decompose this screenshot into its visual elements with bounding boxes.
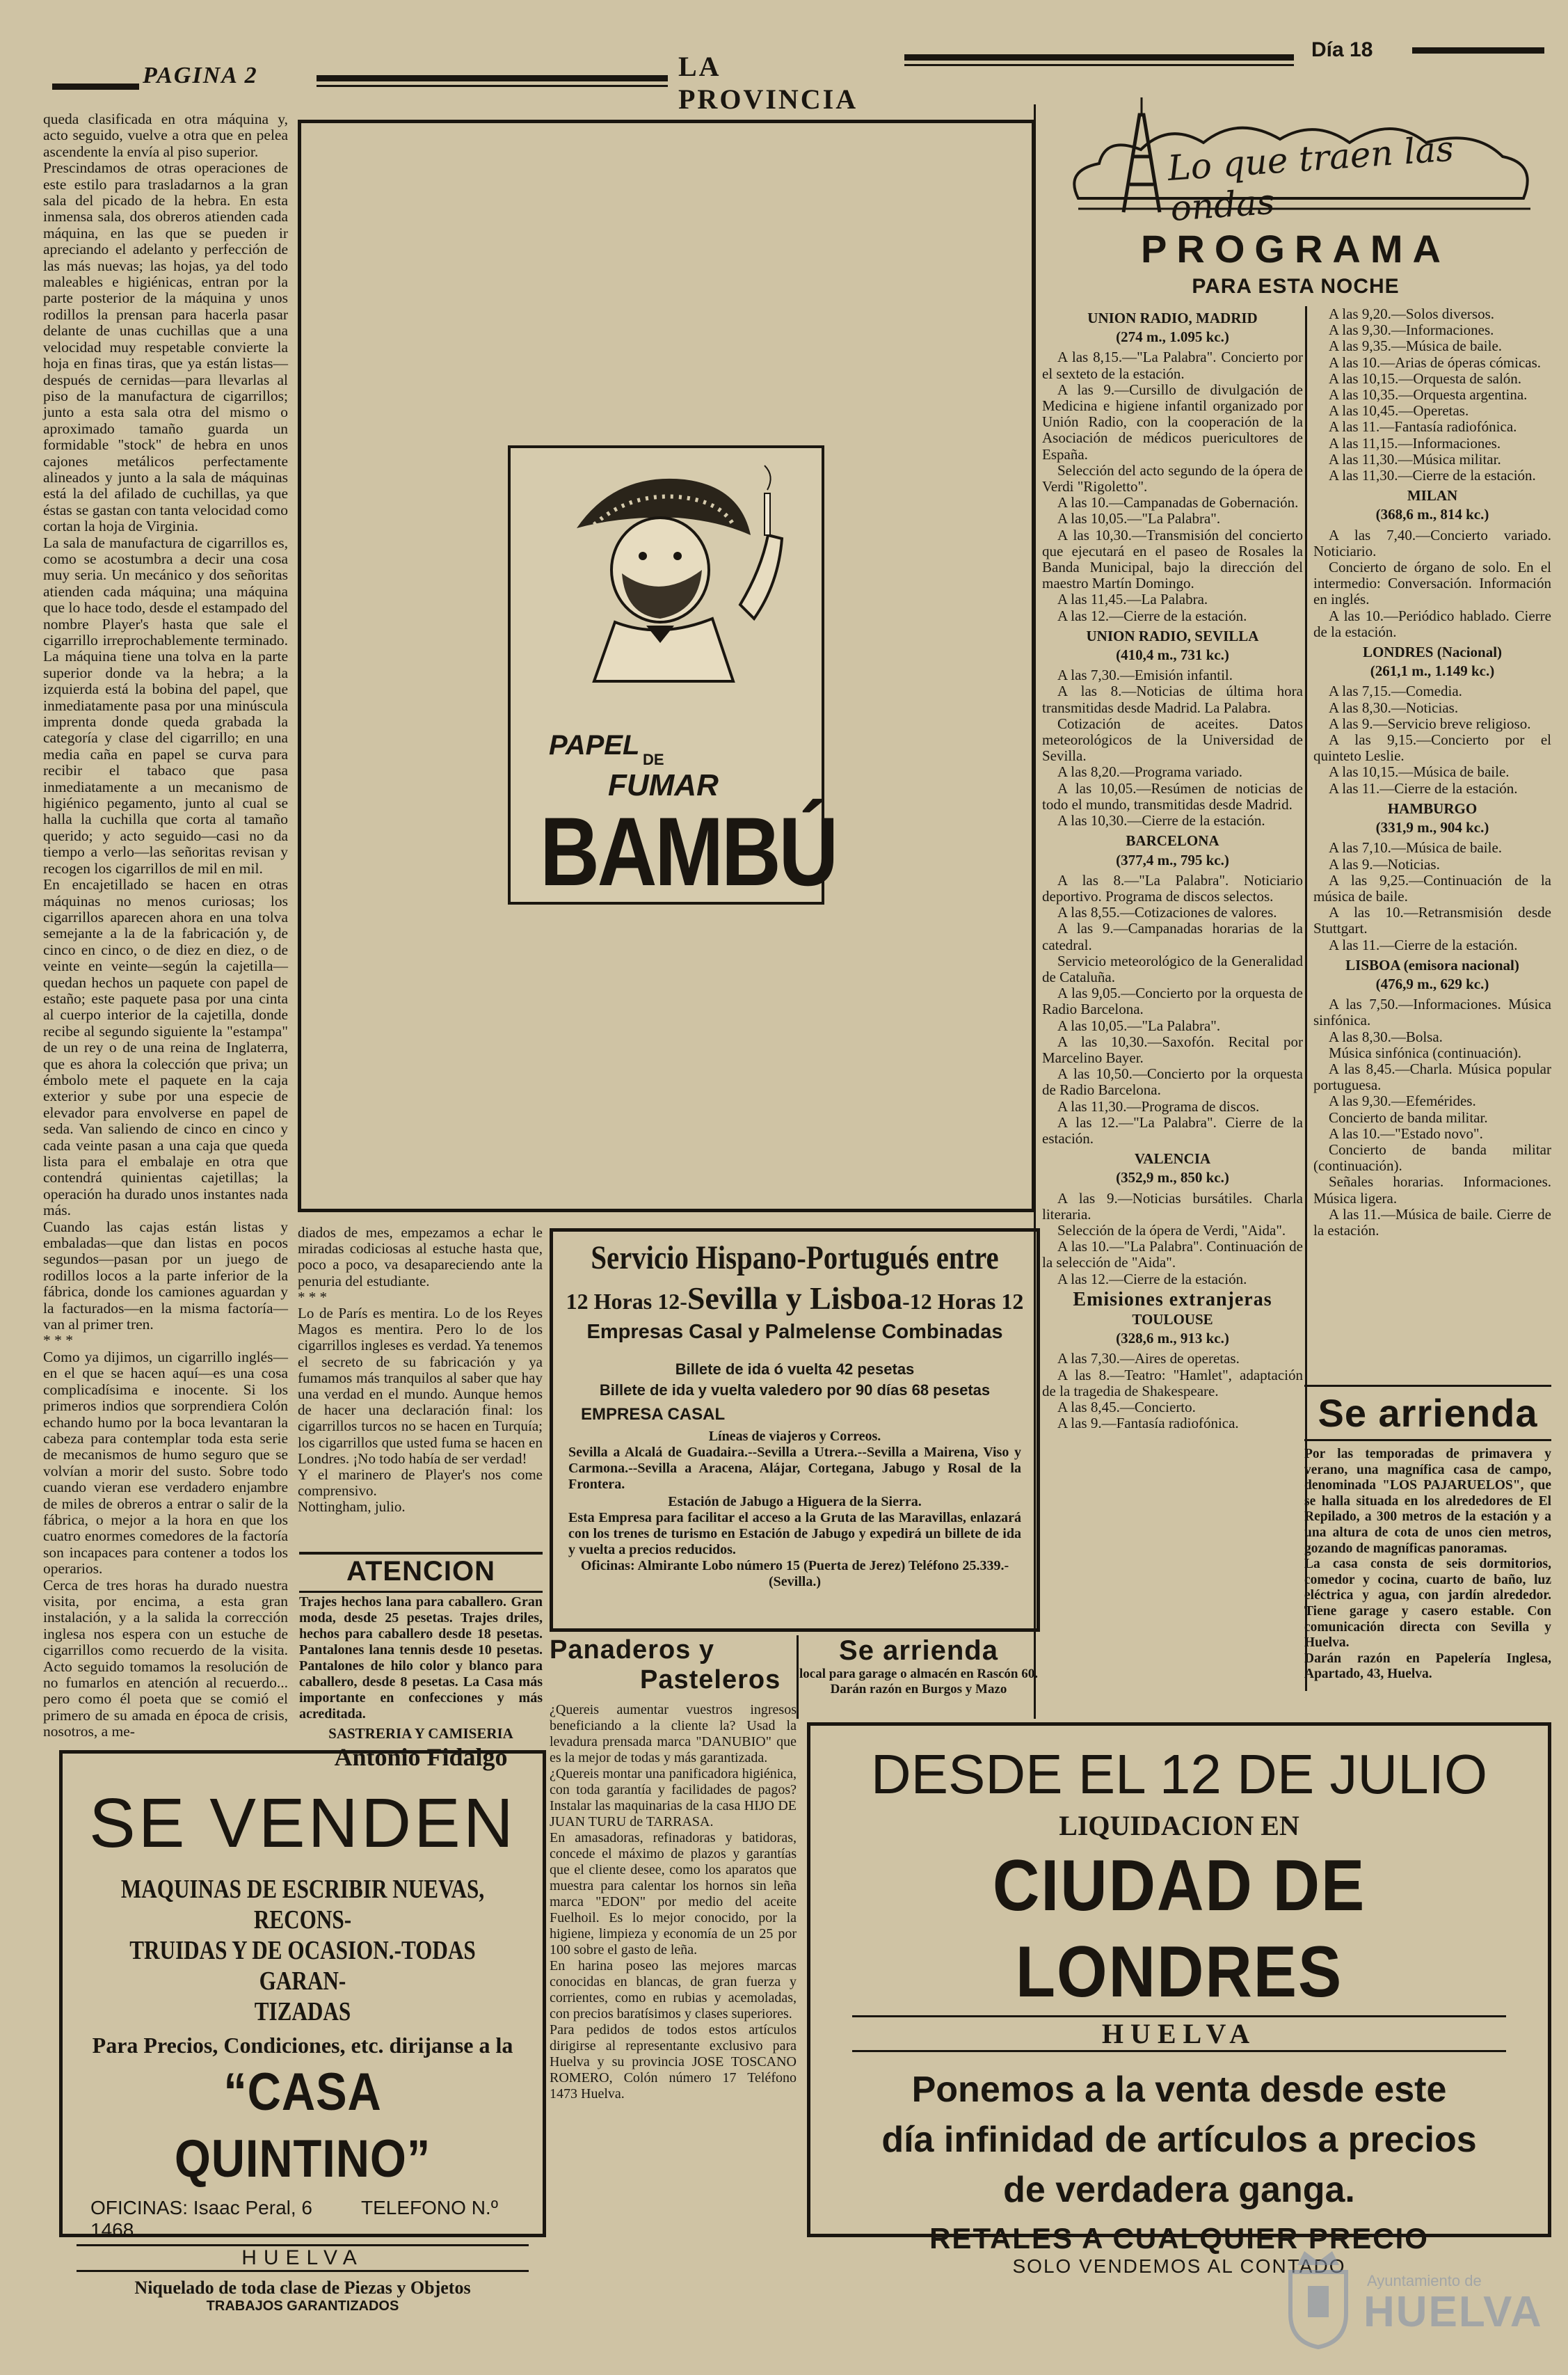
program-item: A las 8,55.—Cotizaciones de valores. <box>1057 904 1277 921</box>
program-item: A las 9,25.—Continuación de la música de baile. <box>1313 871 1551 905</box>
program-item: A las 10,05.—Resúmen de noticias de todo el mundo, transmitidas desde Madrid. <box>1042 779 1303 813</box>
program-item: A las 7,50.—Informaciones. Música sinfónica. <box>1313 996 1551 1029</box>
program-item: A las 12.—Cierre de la estación. <box>1057 1270 1247 1287</box>
program-item: A las 10,15.—Música de baile. <box>1329 763 1510 781</box>
issue-day: Día 18 <box>1311 38 1373 61</box>
bambu-line-fumar: FUMAR <box>608 768 719 802</box>
se-venden-line-4: Para Precios, Condiciones, etc. dirijanse a la <box>92 2033 513 2058</box>
program-item: A las 11,30.—Programa de discos. <box>1057 1097 1260 1115</box>
arrienda-local-title: Se arrienda <box>839 1635 998 1666</box>
londres-body-1: Ponemos a la venta desde este <box>911 2070 1447 2110</box>
panaderos-body: ¿Quereis aumentar vuestros ingresos beneficiando a la cliente la? Usad la levadura prensada marca "DANUBIO" que es la mejor de todas y más garantizada. ¿Quereis montar una panificadora higiénica, con toda garantía y facilidades de pagos? Instalar las maquinarias de la casa HIJO DE JUAN TURU de TARRASA. En amasadoras, refinadoras y batidoras, concede el máximo de plazos y garantías que el cliente desee, como los aparatos que muestra para calentar los hornos sin leña marca "EDON" por medio del aceite Fuelhoil. Es lo mejor conocido, por la higiene, limpieza y economía de un 25 por 100 sobre el gasto de leña. En harina poseo las mejores marcas conocidas en blancas, de gran fuerza y corrientes, como en rubias y acemoladas, con precios baratísimos y clases superiores. Para pedidos de todos estos artículos dirigirse al representante exclusivo para Huelva y su provincia JOSE TOSCANO ROMERO, Colón número 17 Teléfono 1473 Huelva. <box>550 1702 797 2102</box>
arrienda-casa-rule <box>1304 1439 1551 1441</box>
servicio-route-right: -12 Horas 12 <box>902 1289 1024 1314</box>
program-item: A las 11,45.—La Palabra. <box>1057 591 1208 608</box>
ayuntamiento-watermark <box>1273 2237 1551 2362</box>
servicio-lines: Sevilla a Alcalá de Guadaira.--Sevilla a Utrera.--Sevilla a Mairena, Viso y Carmona.--Sevilla a Aracena, Alájar, Cortegana, Jabugo y Rosal de la Frontera. <box>568 1445 1021 1492</box>
panaderos-advertisement <box>550 1635 797 2262</box>
londres-retales: RETALES A CUALQUIER PRECIO <box>929 2222 1429 2255</box>
servicio-hispano-portugues-ad <box>550 1228 1040 1632</box>
header-rule-mid-right <box>904 54 1294 61</box>
radio-subtitle: PARA ESTA NOCHE <box>1192 275 1400 298</box>
program-item: Música sinfónica (continuación). <box>1329 1044 1521 1061</box>
station-heading: LONDRES (Nacional) <box>1362 644 1503 661</box>
station-frequency: (352,9 m., 850 kc.) <box>1116 1169 1229 1186</box>
program-item: A las 9,05.—Concierto por la orquesta de Radio Barcelona. <box>1042 985 1303 1018</box>
program-item: A las 11,30.—Cierre de la estación. <box>1329 467 1536 484</box>
servicio-route <box>553 1280 1037 1317</box>
program-item: A las 9,20.—Solos diversos. <box>1329 305 1495 322</box>
program-item: A las 7,15.—Comedia. <box>1329 683 1462 700</box>
program-item: A las 10.—"La Palabra". Continuación de la selección de "Aida". <box>1042 1238 1303 1271</box>
program-item: A las 8,45.—Charla. Música popular portuguesa. <box>1313 1060 1551 1094</box>
program-item: A las 10,30.—Saxofón. Recital por Marcelino Bayer. <box>1042 1033 1303 1066</box>
program-item: A las 9.—Servicio breve religioso. <box>1329 715 1531 732</box>
section-heading: Emisiones extranjeras <box>1073 1288 1272 1310</box>
program-item: A las 8,20.—Programa variado. <box>1057 763 1242 781</box>
program-item: A las 7,40.—Concierto variado. Noticiario. <box>1313 526 1551 559</box>
radio-banner-script: Lo que traen las ondas <box>1166 128 1455 229</box>
watermark-line-2: HUELVA <box>1363 2288 1543 2336</box>
program-item: A las 9.—Campanadas horarias de la catedral. <box>1042 920 1303 953</box>
program-item: A las 9.—Cursillo de divulgación de Medicina e higiene infantil organizado por Unión Radio, con la cooperación de la Asociación de médicos puericultores de España. <box>1042 381 1303 463</box>
servicio-route-cities: Sevilla y Lisboa <box>687 1280 903 1316</box>
station-frequency: (368,6 m., 814 kc.) <box>1375 506 1489 523</box>
header-rule-mid-left-2 <box>317 85 668 87</box>
se-venden-phone: TELEFONO N.º 1468 <box>90 2197 498 2241</box>
program-item: A las 11,15.—Informaciones. <box>1329 434 1501 452</box>
program-item: A las 10,05.—"La Palabra". <box>1057 510 1221 527</box>
newspaper-masthead: LA PROVINCIA <box>678 51 858 115</box>
se-venden-shop: “CASA QUINTINO” <box>174 2063 431 2189</box>
atencion-rule <box>299 1591 543 1593</box>
program-item: A las 8.—Noticias de última hora transmitidas desde Madrid. La Palabra. <box>1042 683 1303 716</box>
station-heading: VALENCIA <box>1134 1150 1211 1168</box>
station-frequency: (476,9 m., 629 kc.) <box>1375 975 1489 992</box>
program-item: A las 12.—Cierre de la estación. <box>1057 607 1247 624</box>
station-frequency: (261,1 m., 1.149 kc.) <box>1370 662 1495 680</box>
londres-body-3: de verdadera ganga. <box>1003 2170 1355 2210</box>
program-item: Selección de la ópera de Verdi, "Aida". <box>1057 1221 1286 1239</box>
program-item: A las 8.—Teatro: "Hamlet", adaptación de la tragedia de Shakespeare. <box>1042 1366 1303 1399</box>
header-rule-left <box>52 84 139 90</box>
bambu-ad-panel <box>508 445 836 906</box>
program-item: A las 8,45.—Concierto. <box>1057 1399 1196 1415</box>
se-venden-office: OFICINAS: Isaac Peral, 6 <box>90 2197 312 2218</box>
program-item: A las 10.—Periódico hablado. Cierre de la estación. <box>1313 607 1551 640</box>
bambu-brand: BAMBÚ <box>540 797 836 906</box>
smoking-man-illustration <box>511 452 822 681</box>
arrienda-casa-ad <box>1304 1385 1551 1719</box>
station-heading: UNION RADIO, MADRID <box>1087 310 1258 326</box>
servicio-station: Estación de Jabugo a Higuera de la Sierra. <box>668 1494 922 1509</box>
page-number: PAGINA 2 <box>143 63 258 88</box>
servicio-route-left: 12 Horas 12- <box>566 1289 687 1314</box>
program-item: A las 10.—"Estado novo". <box>1329 1125 1483 1142</box>
program-item: A las 10.—Campanadas de Gobernación. <box>1057 494 1299 511</box>
program-item: A las 9.—Fantasía radiofónica. <box>1057 1415 1239 1432</box>
se-venden-footer-1: Niquelado de toda clase de Piezas y Objetos <box>134 2278 471 2298</box>
servicio-title: Servicio Hispano-Portugués entre <box>591 1239 999 1276</box>
program-item: A las 11.—Fantasía radiofónica. <box>1329 418 1517 436</box>
arrienda-casa-top-rule <box>1304 1385 1551 1387</box>
bambu-line-de: DE <box>643 751 664 768</box>
program-item: A las 10,45.—Operetas. <box>1329 402 1469 420</box>
bambu-line-papel: PAPEL <box>549 730 640 761</box>
panaderos-title-2: Pasteleros <box>640 1665 781 1694</box>
londres-contado: SOLO VENDEMOS AL CONTADO <box>1012 2255 1346 2277</box>
coat-of-arms-icon <box>1280 2244 1357 2349</box>
program-item: A las 7,10.—Música de baile. <box>1329 839 1503 857</box>
program-item: A las 9.—Noticias bursátiles. Charla literaria. <box>1042 1189 1303 1223</box>
londres-city: HUELVA <box>852 2015 1506 2052</box>
station-heading: LISBOA (emisora nacional) <box>1345 956 1519 974</box>
station-frequency: (331,9 m., 904 kc.) <box>1375 819 1489 836</box>
servicio-ticket-2: Billete de ida y vuelta valedero por 90 días 68 pesetas <box>599 1381 991 1399</box>
station-frequency: (328,6 m., 913 kc.) <box>1116 1330 1229 1347</box>
program-item: A las 11.—Cierre de la estación. <box>1329 936 1518 953</box>
se-venden-footer-2: TRABAJOS GARANTIZADOS <box>206 2298 399 2314</box>
station-heading: MILAN <box>1407 487 1458 505</box>
program-item: A las 10.—Retransmisión desde Stuttgart. <box>1313 904 1551 937</box>
station-frequency: (377,4 m., 795 kc.) <box>1116 851 1229 868</box>
program-item: Servicio meteorológico de la Generalidad de Cataluña. <box>1042 952 1303 985</box>
program-item: A las 9,30.—Efemérides. <box>1329 1093 1476 1110</box>
program-item: A las 11,30.—Música militar. <box>1329 450 1501 468</box>
program-item: A las 9,30.—Informaciones. <box>1329 321 1494 339</box>
program-item: A las 9.—Noticias. <box>1329 855 1440 873</box>
program-item: A las 9,35.—Música de baile. <box>1329 337 1503 355</box>
program-item: Concierto de banda militar (continuación). <box>1313 1141 1551 1175</box>
program-item: A las 9,15.—Concierto por el quinteto Leslie. <box>1313 731 1551 765</box>
radio-banner <box>1057 87 1544 229</box>
servicio-body: Esta Empresa para facilitar el acceso a la Gruta de las Maravillas, enlazará con los trenes de turismo en Estación de Jabugo y expedirá un billete de ida y vuelta a precios reducidos. <box>568 1510 1021 1557</box>
servicio-ticket-1: Billete de ida ó vuelta 42 pesetas <box>675 1360 915 1378</box>
program-item: Concierto de banda militar. <box>1329 1109 1488 1126</box>
station-heading: HAMBURGO <box>1387 800 1478 817</box>
atencion-title: ATENCION <box>346 1556 495 1587</box>
article-continuation: diados de mes, empezamos a echar le miradas codiciosas al estuche hasta que, poco a poco, va desapareciendo ante la penuria del estudiante. * * * Lo de París es mentira. Lo de los Reyes Magos es mentira. Pero lo de los cigarrillos ingleses es verdad. Ya tenemos el secreto de su fabricación y ya fumamos más tranquilos al saber que hay una verdad en el mundo. Aunque hemos de hacer una declaración final: los cigarrillos turcos no se hacen en Turquía; los cigarrillos que usted fuma se hacen en Londres. ¡No todo había de ser verdad! Y el marinero de Player's nos come comprensivo. Nottingham, julio. <box>298 1224 543 1516</box>
se-venden-city: HUELVA <box>77 2244 529 2272</box>
servicio-lines-head: Líneas de viajeros y Correos. <box>708 1429 881 1444</box>
header-rule-mid-left <box>317 75 668 81</box>
station-heading: UNION RADIO, SEVILLA <box>1086 627 1259 644</box>
londres-store: CIUDAD DE LONDRES <box>992 1845 1366 2012</box>
arrienda-local-ad <box>799 1635 1039 1719</box>
program-item: A las 10,05.—"La Palabra". <box>1057 1017 1221 1034</box>
program-item: A las 10,30.—Cierre de la estación. <box>1057 812 1265 829</box>
servicio-empresa: EMPRESA CASAL <box>581 1405 726 1424</box>
se-venden-advertisement <box>59 1750 546 2314</box>
program-item: A las 7,30.—Emisión infantil. <box>1057 667 1233 684</box>
se-venden-title: SE VENDEN <box>89 1784 516 1862</box>
program-item: Concierto de órgano de solo. En el intermedio: Conversación. Información en inglés. <box>1313 559 1551 608</box>
se-venden-line-2: TRUIDAS Y DE OCASION.-TODAS GARAN- <box>129 1936 476 1996</box>
article-cigarette-factory: queda clasificada en otra máquina y, acto seguido, vuelve a otra que en pelea ascendente la envía al piso superior. Prescindamos de otras operaciones de este estilo para trasladarnos a la gran sala del picado de la hebra. En esta inmensa sala, dos obreros atienden cada máquina, en las que se pueden ir apreciando el adelanto y perfección de las más nuevas; las hojas, ya del todo maleables e higiénicas, entran por la parte posterior de la máquina y unos rodillos la prensan para hacerla pasar delante de unas cuchillas que a una velocidad muy respetable convierte la hoja en finas tiras, que ya están listas—después de cernidas—para llevarlas al piso de la manufactura de cigarrillos; junto a esta sala otra del mismo o aproximado tamaño guarda un formidable "stock" de hebra en unos cajones metálicos perfectamente alineados y junto a la sala de máquinas está la del afilado de cuchillas, ya que éstas se gastan con tanta velocidad como cortan la hoja de Virginia. La sala de manufactura de cigarrillos es, como se acostumbra a decir una cosa muy seria. Un mecánico y dos señoritas atienden cada máquina; una máquina que lo hace todo, desde el estampado del nombre Player's hasta que sale el cigarrillo irreprochablemente terminado. La máquina tiene una tolva en la parte superior donde va la hebra; a la izquierda está la bobina del papel, que inmediatamente pasa por una minúscula imprenta donde queda grabada la categoría y clase del cigarrillo; en una media caña en papel se curva para recibir el tabaco que pasa inmediatamente a un mecanismo de higiénico pegamento, junto al cual se halla la cuchilla que corta al tamaño querido; y acto seguido—casi no da tiempo a verlo—las señoritas revisan y recogen los cigarrillos de mil en mil. En encajetillado se hacen en otras máquinas no menos curiosas; los cigarrillos aparecen ahora en una tolva semejante a la de la fabricación y, de cinco en cinco, o de diez en diez, o de veinte en veinte—según la cajetilla—quedan hechos un paquete con papel de estaño; este paquete pasa por una cinta al cuerpo interior de la cajetilla, donde recibe al segundo siguiente la "estampa" de un rey o de una reina de Inglaterra, que es ahora la colección que priva; un émbolo mete el paquete en la caja exterior y sube por una especie de elevador para envolverse en papel de seda. Van saliendo de cinco en cinco y cada veinte pasan a una caja que queda lista para el embalaje en otra que contendrá quinientas cajetillas; la operación ha durado unos instantes nada más. Cuando las cajas están listas y embaladas—que dan listas en pocos segundos—pasan por un juego de rodillos locos a la parte inferior de la fábrica, donde los camiones aguardan y la facturados—en la misma factoría—van al primer tren. * * * Como ya dijimos, un cigarrillo inglés—en el que se hacen aquí—es una cosa complicadísima e inocente. Si los primeros indios que sorprendiera Colón echando humo por la boca levantaran la cabeza para contemplar toda esta serie de mecanismos de humo seguro que se volvían a morir del susto. Sobre todo cuando vieran ese verdadero enjambre de miles de obreros a entrar o salir de la fábrica, o mejor a la hora en que los cuatro enormes comedores de la factoría son incapaces para contener a todos los operarios. Cerca de tres horas ha durado nuestra visita, por encima, a esta gran instalación, y a la salida la corrección inglesa nos espera con un estuche de cigarrillos como recuerdo de la visita. Acto seguido tomamos la resolución de no fumarlos en atención al recuerdo... pero como él poeta que se comió el primero de su amada en época de crisis, nosotros, a me- <box>43 111 288 1740</box>
se-venden-line-1: MAQUINAS DE ESCRIBIR NUEVAS, RECONS- <box>120 1875 485 1935</box>
program-item: A las 7,30.—Aires de operetas. <box>1057 1350 1240 1367</box>
program-item: A las 8,30.—Bolsa. <box>1329 1028 1443 1045</box>
program-item: A las 10,30.—Transmisión del concierto que ejecutará en el paseo de Rosales la Banda Municipal, bajo la dirección del maestro Martín Domingo. <box>1042 526 1303 592</box>
londres-date: DESDE EL 12 DE JULIO <box>870 1743 1488 1805</box>
station-frequency: (274 m., 1.095 kc.) <box>1116 328 1229 346</box>
radio-title: PROGRAMA <box>1141 227 1450 271</box>
program-item: A las 10.—Arias de óperas cómicas. <box>1329 354 1542 371</box>
atencion-store: SASTRERIA Y CAMISERIA <box>328 1725 513 1742</box>
program-item: A las 8.—"La Palabra". Noticiario deportivo. Programa de discos selectos. <box>1042 871 1303 905</box>
header-rule-mid-right-2 <box>904 64 1294 66</box>
program-item: Selección del acto segundo de la ópera de Verdi "Rigoletto". <box>1042 461 1303 495</box>
se-venden-line-3: TIZADAS <box>254 1997 351 2026</box>
program-item: A las 10,50.—Concierto por la orquesta de Radio Barcelona. <box>1042 1065 1303 1099</box>
header-rule-right <box>1412 47 1544 54</box>
station-frequency: (410,4 m., 731 kc.) <box>1116 646 1229 664</box>
servicio-companies: Empresas Casal y Palmelense Combinadas <box>586 1321 1003 1343</box>
station-heading: TOULOUSE <box>1132 1310 1213 1328</box>
londres-sale: LIQUIDACION EN <box>1059 1810 1299 1841</box>
program-item: A las 12.—"La Palabra". Cierre de la estación. <box>1042 1113 1303 1147</box>
arrienda-local-body: local para garage o almacén en Rascón 60. Darán razón en Burgos y Mazo <box>799 1667 1038 1697</box>
program-item: Señales horarias. Informaciones. Música ligera. <box>1313 1173 1551 1207</box>
station-heading: BARCELONA <box>1126 832 1219 850</box>
program-item: A las 10,15.—Orquesta de salón. <box>1329 370 1522 387</box>
atencion-owner: Antonio Fidalgo <box>334 1743 508 1771</box>
londres-body-2: día infinidad de artículos a precios <box>881 2120 1477 2160</box>
program-item: A las 11.—Música de baile. Cierre de la estación. <box>1313 1205 1551 1239</box>
se-venden-contact <box>90 2197 543 2241</box>
program-item: A las 10,35.—Orquesta argentina. <box>1329 386 1528 404</box>
atencion-body: Trajes hechos lana para caballero. Gran moda, desde 25 pesetas. Trajes driles, hechos para caballero desde 18 pesetas. Pantalones lana tennis desde 10 pesetas. Pantalones de hilo color y blanco para caballero, desde 8 pesetas. La Casa más importante en confecciones y más acreditada. <box>299 1594 543 1722</box>
radio-programs-column-b <box>1313 306 1551 1395</box>
panaderos-title-1: Panaderos y <box>550 1635 714 1665</box>
servicio-offices: Oficinas: Almirante Lobo número 15 (Puerta de Jerez) Teléfono 25.339.-(Sevilla.) <box>580 1558 1009 1589</box>
program-item: A las 8,15.—"La Palabra". Concierto por el sexteto de la estación. <box>1042 349 1303 382</box>
program-item: Cotización de aceites. Datos meteorológicos de la Universidad de Sevilla. <box>1042 715 1303 765</box>
watermark-line-1: Ayuntamiento de <box>1367 2272 1482 2289</box>
arrienda-casa-body: Por las temporadas de primavera y verano, una magnífica casa de campo, denominada "LOS PAJARUELOS", que se halla situada en los alrededores de El Repilado, a 300 metros de la estación y a una altura de cota de unos cien metros, gozando de magníficas panoramas. La casa consta de seis dormitorios, comedor y cocina, cuarto de baño, luz eléctrica y agua, con jardín alrededor. Tiene garage y casero estable. Con comunicación directa con Sevilla y Huelva. Darán razón en Papelería Inglesa, Apartado, 43, Huelva. <box>1304 1447 1551 1682</box>
ciudad-de-londres-advertisement <box>807 1722 1551 2277</box>
radio-programs-column-a <box>1042 306 1303 1726</box>
arrienda-casa-title: Se arrienda <box>1318 1391 1538 1435</box>
atencion-top-rule <box>299 1552 543 1555</box>
program-item: A las 11.—Cierre de la estación. <box>1329 779 1518 797</box>
program-item: A las 8,30.—Noticias. <box>1329 699 1459 716</box>
